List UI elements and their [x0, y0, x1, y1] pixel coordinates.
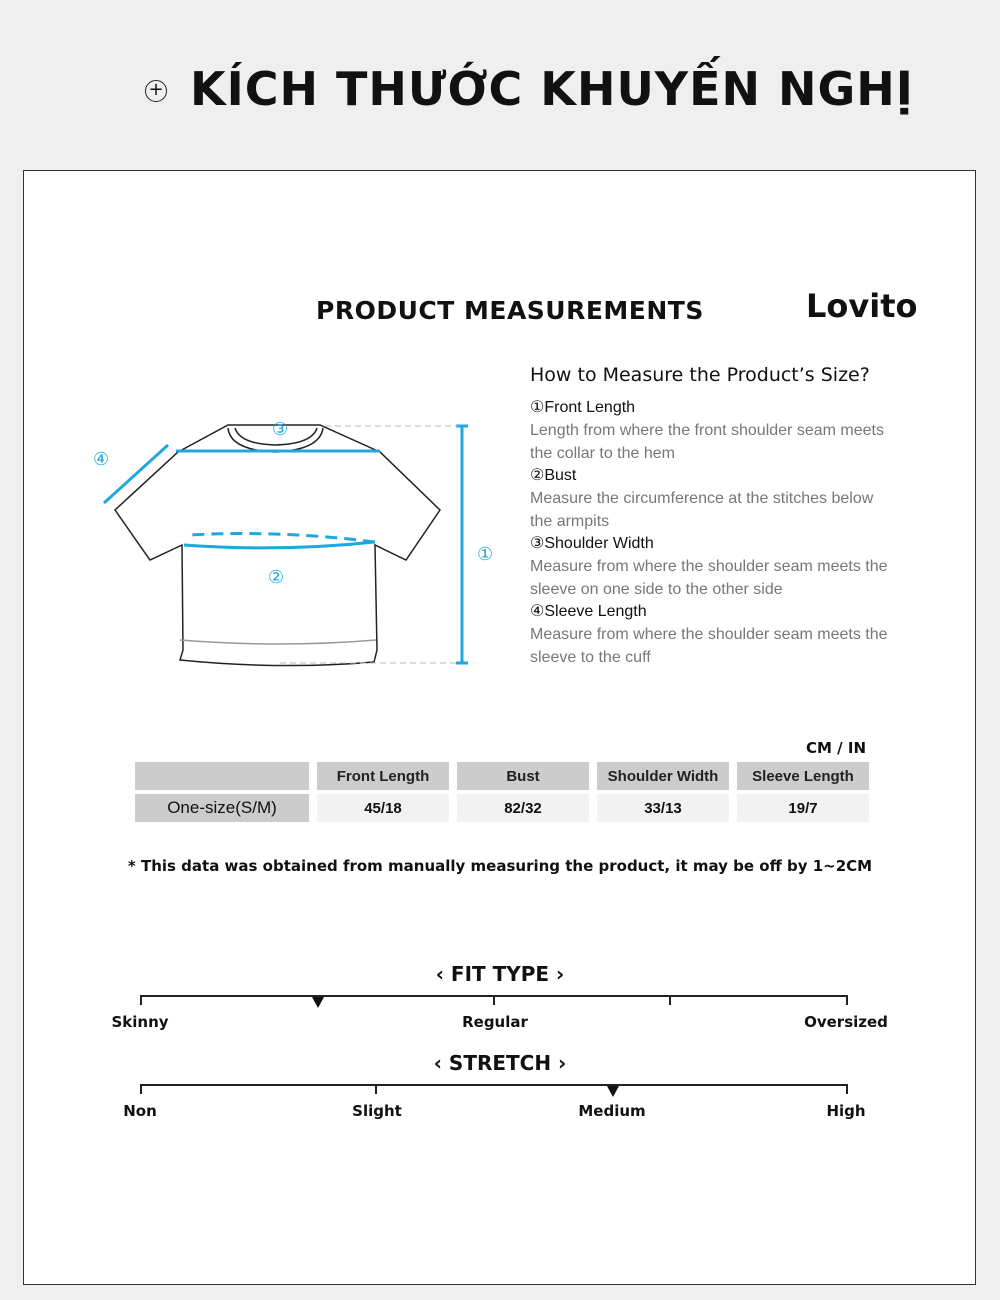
fit-label: Skinny [111, 1013, 169, 1031]
label-shoulder: ③ [272, 419, 289, 440]
page-title: KÍCH THƯỚC KHUYẾN NGHỊ [190, 62, 914, 116]
tick [140, 1084, 142, 1094]
tick [375, 1084, 377, 1094]
label-front-length: ① [477, 544, 494, 565]
instr-head: ①Front Length [530, 399, 636, 416]
stretch-label: Non [123, 1102, 157, 1120]
tick [140, 995, 142, 1005]
instr-desc: Measure the circumference at the stitches below the armpits [530, 490, 874, 530]
instr-desc: Length from where the front shoulder seam meets the collar to the hem [530, 422, 884, 462]
section-title: PRODUCT MEASUREMENTS [316, 296, 704, 325]
brand-logo: Lovito [806, 287, 918, 325]
tshirt-outline [115, 425, 440, 666]
instructions [530, 397, 890, 669]
stretch-label: High [826, 1102, 866, 1120]
instr-head: ②Bust [530, 467, 577, 484]
unit-label: CM / IN [806, 739, 866, 757]
instr-head: ③Shoulder Width [530, 535, 654, 552]
measurement-note: * This data was obtained from manually measuring the product, it may be off by 1~2CM [127, 857, 873, 875]
fit-label: Oversized [804, 1013, 888, 1031]
table-header: Bust [457, 762, 589, 790]
table-cell: 33/13 [597, 794, 729, 822]
table-header: Shoulder Width [597, 762, 729, 790]
tshirt-diagram [80, 400, 500, 680]
table-header: Sleeve Length [737, 762, 869, 790]
fit-label: Regular [462, 1013, 528, 1031]
table-cell: One-size(S/M) [135, 794, 309, 822]
stretch-title: ‹ STRETCH › [433, 1051, 567, 1075]
table-header: Front Length [317, 762, 449, 790]
stretch-scale [140, 1084, 848, 1086]
label-bust: ② [268, 567, 285, 588]
tick [846, 1084, 848, 1094]
fit-type-title: ‹ FIT TYPE › [435, 962, 565, 986]
how-to-heading: How to Measure the Product’s Size? [530, 364, 870, 386]
instr-desc: Measure from where the shoulder seam meets the sleeve on one side to the other side [530, 558, 888, 598]
tick [493, 995, 495, 1005]
plus-circle-icon[interactable]: + [145, 80, 167, 102]
table-cell: 82/32 [457, 794, 589, 822]
measure-lines [104, 426, 468, 663]
tick [846, 995, 848, 1005]
table-header [135, 762, 309, 790]
stretch-label: Medium [578, 1102, 646, 1120]
size-table [127, 758, 877, 826]
label-sleeve: ④ [93, 449, 110, 470]
stretch-label: Slight [352, 1102, 402, 1120]
instr-head: ④Sleeve Length [530, 603, 647, 620]
table-cell: 19/7 [737, 794, 869, 822]
stretch-marker [607, 1086, 619, 1097]
table-cell: 45/18 [317, 794, 449, 822]
tick [669, 995, 671, 1005]
instr-desc: Measure from where the shoulder seam meets the sleeve to the cuff [530, 626, 888, 666]
fit-type-marker [312, 997, 324, 1008]
table-row [135, 794, 869, 822]
table-header-row [135, 762, 869, 790]
